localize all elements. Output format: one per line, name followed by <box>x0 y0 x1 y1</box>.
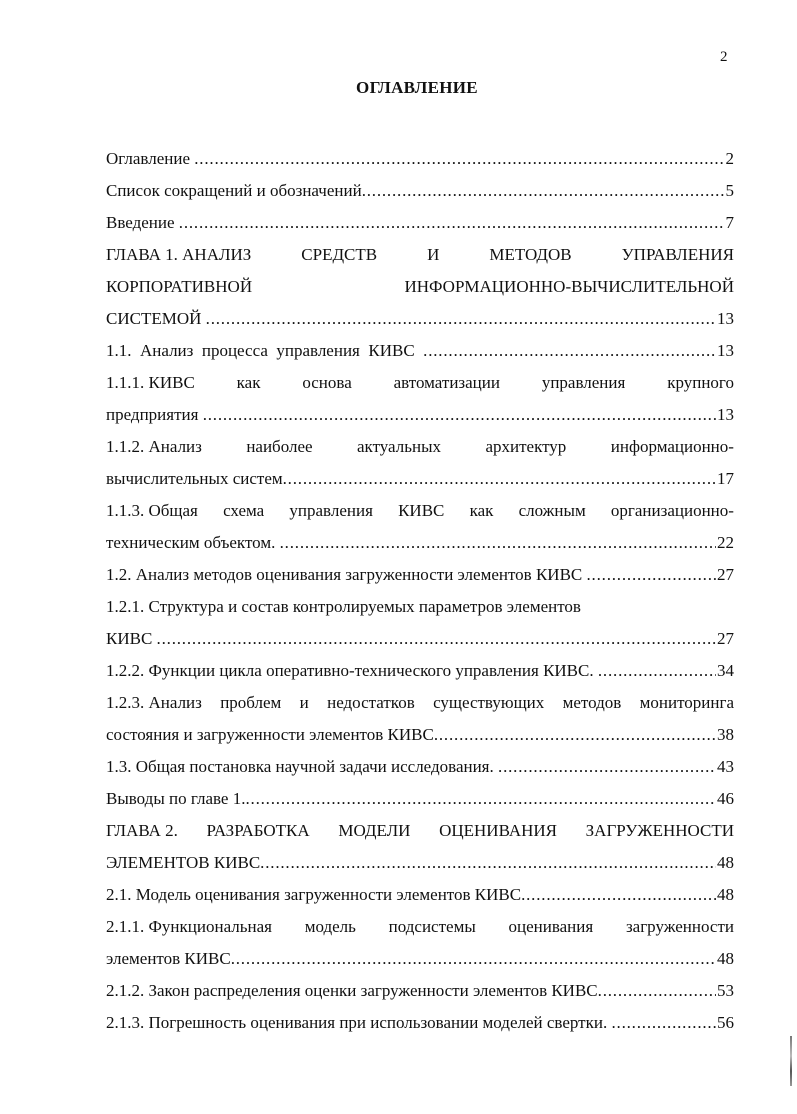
toc-word: мониторинга <box>639 693 734 712</box>
toc-line <box>106 561 734 593</box>
toc-page-number: 48 <box>717 885 734 904</box>
toc-word: схема <box>223 501 265 520</box>
toc-word: ЗАГРУЖЕННОСТИ <box>585 821 734 840</box>
dot-leader <box>157 625 716 653</box>
toc-word: 1.2.3. Анализ <box>106 693 202 712</box>
toc-word: РАЗРАБОТКА <box>206 821 310 840</box>
toc-page-number: 48 <box>717 853 734 872</box>
dot-leader <box>260 849 716 877</box>
toc-word: как <box>236 373 261 392</box>
toc-line <box>106 401 734 433</box>
toc-entry-text: 1.2. Анализ методов оценивания загруженности элементов КИВС <box>106 565 587 584</box>
toc-line <box>106 625 734 657</box>
toc-page-number: 17 <box>717 469 734 488</box>
toc-entry-text: 1.1. Анализ процесса управления КИВС <box>106 341 424 360</box>
toc-entry-text: предприятия <box>106 405 203 424</box>
toc-word: 2.1.1. Функциональная <box>106 917 272 936</box>
toc-page-number: 48 <box>717 949 734 968</box>
toc-word: ГЛАВА 1. АНАЛИЗ <box>106 245 252 264</box>
toc-entry-text: 1.2.2. Функции цикла оперативно-технического управления КИВС. <box>106 661 598 680</box>
dot-leader <box>206 305 716 333</box>
toc-entry-text: 2.1.2. Закон распределения оценки загруженности элементов КИВС <box>106 981 598 1000</box>
toc-word: 1.1.2. Анализ <box>106 437 202 456</box>
dot-leader <box>231 945 716 973</box>
toc-word: СРЕДСТВ <box>301 245 378 264</box>
toc-entry-text: Введение <box>106 213 179 232</box>
toc-word: КИВС <box>398 501 445 520</box>
toc-entry-text: вычислительных систем <box>106 469 283 488</box>
toc-word: 1.1.3. Общая <box>106 501 198 520</box>
toc-word: ГЛАВА 2. <box>106 821 178 840</box>
toc-word: организационно- <box>610 501 734 520</box>
toc-entry-text: Оглавление <box>106 149 195 168</box>
dot-leader <box>521 881 716 909</box>
toc-word: автоматизации <box>393 373 500 392</box>
toc-line <box>106 657 734 689</box>
toc-line <box>106 145 734 177</box>
toc-word: 1.1.1. КИВС <box>106 373 195 392</box>
toc-page-number: 43 <box>717 757 734 776</box>
toc-line <box>106 689 734 721</box>
toc-entry-text: СИСТЕМОЙ <box>106 309 206 328</box>
dot-leader <box>245 785 716 813</box>
dot-leader <box>598 657 716 685</box>
toc-line <box>106 753 734 785</box>
toc-page-number: 38 <box>717 725 734 744</box>
toc-word: существующих <box>433 693 545 712</box>
dot-leader <box>611 1009 716 1037</box>
dot-leader <box>498 753 716 781</box>
dot-leader <box>179 209 725 237</box>
dot-leader <box>280 529 716 557</box>
toc-word: МЕТОДОВ <box>489 245 572 264</box>
dot-leader <box>283 465 716 493</box>
toc-line <box>106 721 734 753</box>
toc-page-number: 13 <box>717 309 734 328</box>
dot-leader <box>587 561 717 589</box>
toc-line <box>106 977 734 1009</box>
toc-line <box>106 945 734 977</box>
toc-word: МОДЕЛИ <box>338 821 411 840</box>
toc-line <box>106 465 734 497</box>
toc-word: и <box>299 693 309 712</box>
toc-word: проблем <box>220 693 282 712</box>
dot-leader <box>203 401 716 429</box>
toc-word: управления <box>289 501 373 520</box>
toc-page-number: 2 <box>725 149 734 168</box>
toc-page-number: 13 <box>717 341 734 360</box>
toc-page-number: 27 <box>717 565 734 584</box>
toc-word: основа <box>302 373 352 392</box>
toc-word: недостатков <box>327 693 415 712</box>
dot-leader <box>423 337 716 365</box>
toc-word: ИНФОРМАЦИОННО-ВЫЧИСЛИТЕЛЬНОЙ <box>404 277 734 296</box>
toc-entry-text: техническим объектом. <box>106 533 280 552</box>
toc-line <box>106 177 734 209</box>
toc-page-number: 27 <box>717 629 734 648</box>
toc-entry-text: элементов КИВС <box>106 949 231 968</box>
dot-leader <box>362 177 725 205</box>
toc-entry-text: 2.1. Модель оценивания загруженности элементов КИВС <box>106 885 522 904</box>
toc-word: И <box>427 245 440 264</box>
toc-line <box>106 497 734 529</box>
toc-line <box>106 305 734 337</box>
toc-page-number: 46 <box>717 789 734 808</box>
toc-entry-text: Выводы по главе 1. <box>106 789 246 808</box>
toc-entry-text: 1.3. Общая постановка научной задачи исследования. <box>106 757 499 776</box>
toc-word: архитектур <box>485 437 567 456</box>
toc-line <box>106 529 734 561</box>
toc-word: актуальных <box>357 437 442 456</box>
toc-line <box>106 369 734 401</box>
toc-line <box>106 849 734 881</box>
toc-line <box>106 881 734 913</box>
toc-line <box>106 241 734 273</box>
toc-word: информационно- <box>610 437 734 456</box>
toc-word: модель <box>304 917 356 936</box>
toc-page-number: 53 <box>717 981 734 1000</box>
toc-word: как <box>469 501 494 520</box>
toc-word: УПРАВЛЕНИЯ <box>621 245 734 264</box>
toc-entry-text: состояния и загруженности элементов КИВС <box>106 725 434 744</box>
dot-leader <box>194 145 724 173</box>
scan-margin-mark <box>790 1036 792 1086</box>
table-of-contents <box>106 145 734 1041</box>
page-number: 2 <box>720 49 728 65</box>
toc-entry-text: КИВС <box>106 629 157 648</box>
toc-line <box>106 273 734 305</box>
toc-line <box>106 785 734 817</box>
toc-page-number: 13 <box>717 405 734 424</box>
toc-line <box>106 337 734 369</box>
toc-page-number: 7 <box>725 213 734 232</box>
dot-leader <box>434 721 716 749</box>
toc-word: методов <box>562 693 622 712</box>
toc-line <box>106 433 734 465</box>
toc-page-number: 5 <box>725 181 734 200</box>
toc-word: загруженности <box>625 917 734 936</box>
toc-line: 1.2.1. Структура и состав контролируемых параметров элементов <box>106 597 581 616</box>
toc-page-number: 56 <box>717 1013 734 1032</box>
toc-line <box>106 913 734 945</box>
toc-word: наиболее <box>246 437 313 456</box>
toc-word: подсистемы <box>388 917 476 936</box>
page-title: ОГЛАВЛЕНИЕ <box>356 78 478 97</box>
toc-entry-text: 2.1.3. Погрешность оценивания при использовании моделей свертки. <box>106 1013 612 1032</box>
toc-word: управления <box>541 373 626 392</box>
toc-word: ОЦЕНИВАНИЯ <box>439 821 558 840</box>
toc-entry-text: ЭЛЕМЕНТОВ КИВС <box>106 853 261 872</box>
toc-word: оценивания <box>508 917 594 936</box>
dot-leader <box>598 977 716 1005</box>
toc-page-number: 34 <box>717 661 734 680</box>
toc-word: КОРПОРАТИВНОЙ <box>106 277 253 296</box>
toc-word: крупного <box>667 373 734 392</box>
toc-page-number: 22 <box>717 533 734 552</box>
toc-line <box>106 817 734 849</box>
toc-word: сложным <box>518 501 586 520</box>
toc-entry-text: Список сокращений и обозначений <box>106 181 362 200</box>
toc-line <box>106 209 734 241</box>
toc-line <box>106 1009 734 1041</box>
